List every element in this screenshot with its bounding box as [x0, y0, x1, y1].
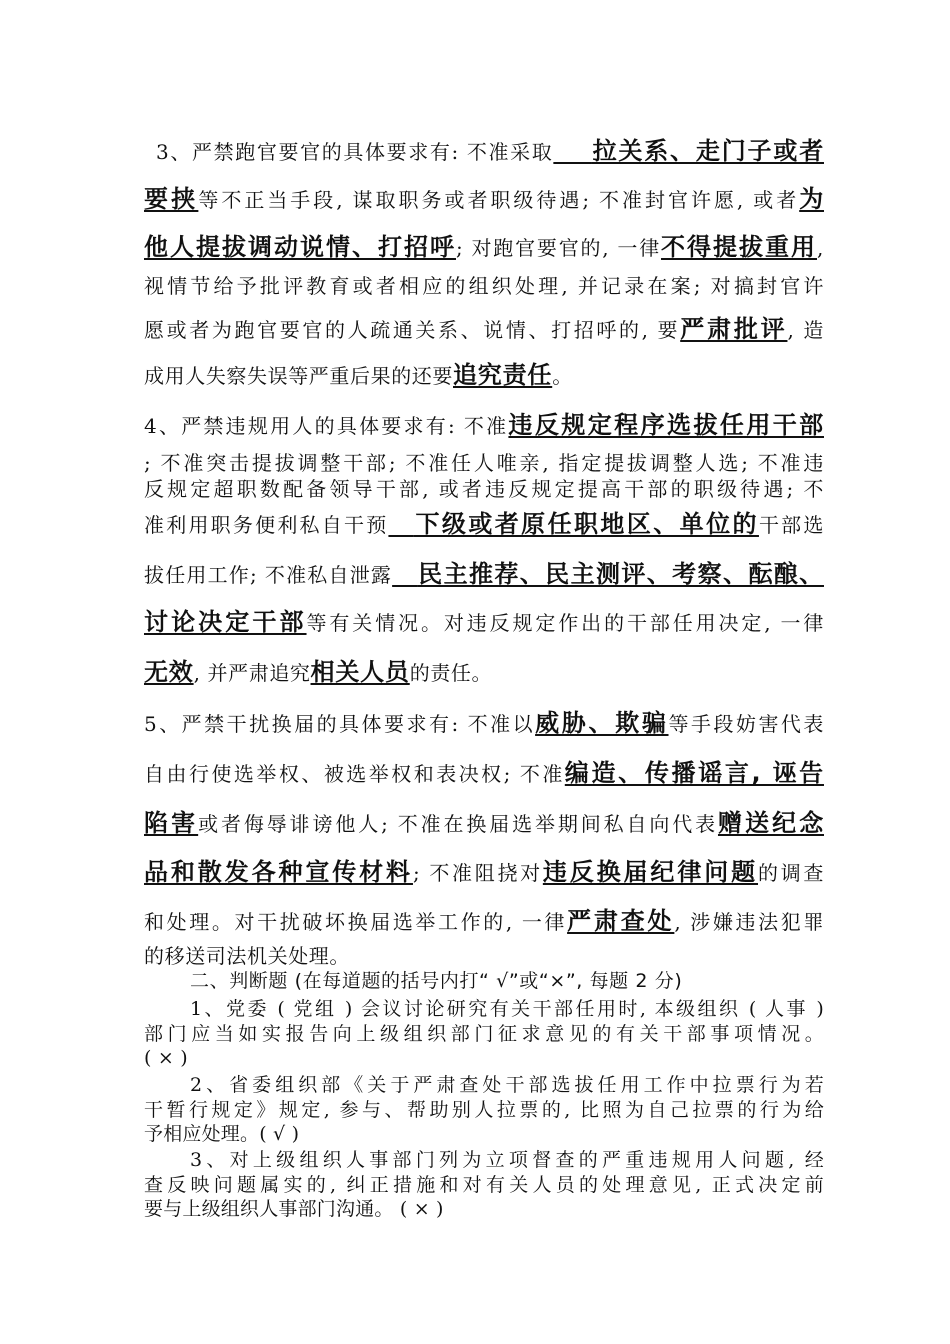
s4-line-1: 4、严禁违规用人的具体要求有: 不准违反规定程序选拔任用干部 [144, 411, 824, 439]
s5-line-1: 5、严禁干扰换届的具体要求有: 不准以威胁、欺骗等手段妨害代表 [144, 709, 825, 737]
answer-blank: 下级或者原任职地区、单位的 [413, 510, 759, 538]
s4-line-4: 准利用职务便利私自干预 下级或者原任职地区、单位的干部选 [144, 510, 824, 538]
s3-line-4: 视情节给予批评教育或者相应的组织处理, 并记录在案; 对搞封官许 [144, 274, 824, 298]
s4-line-5: 拔任用工作; 不准私自泄露 民主推荐、民主测评、考察、酝酿、 [144, 560, 824, 588]
s4-line-7: 无效, 并严肃追究相关人员的责任。 [144, 658, 493, 686]
answer-blank: 编造、传播谣言, 诬告 [564, 759, 824, 787]
answer-blank: 为 [799, 185, 824, 213]
s3-line-5: 愿或者为跑官要官的人疏通关系、说情、打招呼的, 要严肃批评, 造 [144, 315, 825, 343]
answer-blank: 严肃批评 [680, 315, 788, 343]
q1-line-3: ( × ) [144, 1047, 188, 1069]
answer-blank: 威胁、欺骗 [535, 709, 669, 737]
s3-line-6: 成用人失察失误等严重后果的还要追究责任。 [144, 361, 573, 389]
q3-line-1: 3、对上级组织人事部门列为立项督查的严重违规用人问题, 经 [190, 1149, 824, 1171]
q2-line-1: 2、省委组织部《关于严肃查处干部选拔任用工作中拉票行为若 [190, 1074, 824, 1096]
s3-line-3: 他人提拔调动说情、打招呼; 对跑官要官的, 一律不得提拔重用, [144, 233, 824, 261]
answer-blank: 讨论决定干部 [144, 608, 307, 636]
s4-line-3: 反规定超职数配备领导干部, 或者违反规定提高干部的职级待遇; 不 [144, 477, 824, 501]
section-heading: 二、判断题 (在每道题的括号内打“ √”或“×”, 每题 2 分) [190, 970, 683, 992]
q2-line-3: 予相应处理。( √ ) [144, 1123, 300, 1145]
answer-blank: 不得提拔重用 [661, 233, 818, 261]
answer-blank: 民主推荐、民主测评、考察、酝酿、 [417, 560, 824, 588]
s5-line-3: 陷害或者侮辱诽谤他人; 不准在换届选举期间私自向代表赠送纪念 [144, 809, 824, 837]
s5-line-4: 品和散发各种宣传材料; 不准阻挠对违反换届纪律问题的调查 [144, 858, 825, 886]
answer-blank: 赠送纪念 [717, 809, 824, 837]
s4-line-2: ; 不准突击提拔调整干部; 不准任人唯亲, 指定提拔调整人选; 不准违 [144, 451, 824, 475]
answer-blank: 要挟 [144, 185, 199, 213]
answer-blank: 无效 [144, 658, 194, 686]
answer-blank: 违反规定程序选拔任用干部 [508, 411, 824, 439]
s3-line-2: 要挟等不正当手段, 谋取职务或者职级待遇; 不准封官许愿, 或者为 [144, 185, 824, 213]
answer-blank: 品和散发各种宣传材料 [144, 858, 413, 886]
q3-line-3: 要与上级组织人事部门沟通。 ( × ) [144, 1198, 444, 1220]
answer-blank: 违反换届纪律问题 [542, 858, 759, 886]
q3-line-2: 查反映问题属实的, 纠正措施和对有关人员的处理意见, 正式决定前 [144, 1174, 824, 1196]
s4-line-6: 讨论决定干部等有关情况。对违反规定作出的干部任用决定, 一律 [144, 608, 824, 636]
q1-line-1: 1、党委 ( 党组 ) 会议讨论研究有关干部任用时, 本级组织 ( 人事 ) [190, 998, 824, 1020]
s5-line-2: 自由行使选举权、被选举权和表决权; 不准编造、传播谣言, 诬告 [144, 759, 824, 787]
answer-blank: 他人提拔调动说情、打招呼 [144, 233, 456, 261]
s3-line-1: 3、严禁跑官要官的具体要求有: 不准采取 拉关系、走门子或者 [156, 137, 824, 165]
answer-blank: 拉关系、走门子或者 [591, 137, 824, 165]
s5-line-5: 和处理。对干扰破坏换届选举工作的, 一律严肃查处, 涉嫌违法犯罪 [144, 907, 825, 935]
answer-blank: 严肃查处 [567, 907, 675, 935]
answer-blank: 追究责任 [453, 361, 553, 389]
answer-blank: 陷害 [144, 809, 199, 837]
answer-blank: 相关人员 [310, 658, 410, 686]
q1-line-2: 部门应当如实报告向上级组织部门征求意见的有关干部事项情况。 [144, 1023, 824, 1045]
q2-line-2: 干暂行规定》规定, 参与、帮助别人拉票的, 比照为自己拉票的行为给 [144, 1099, 824, 1121]
s5-line-6: 的移送司法机关处理。 [144, 944, 350, 968]
